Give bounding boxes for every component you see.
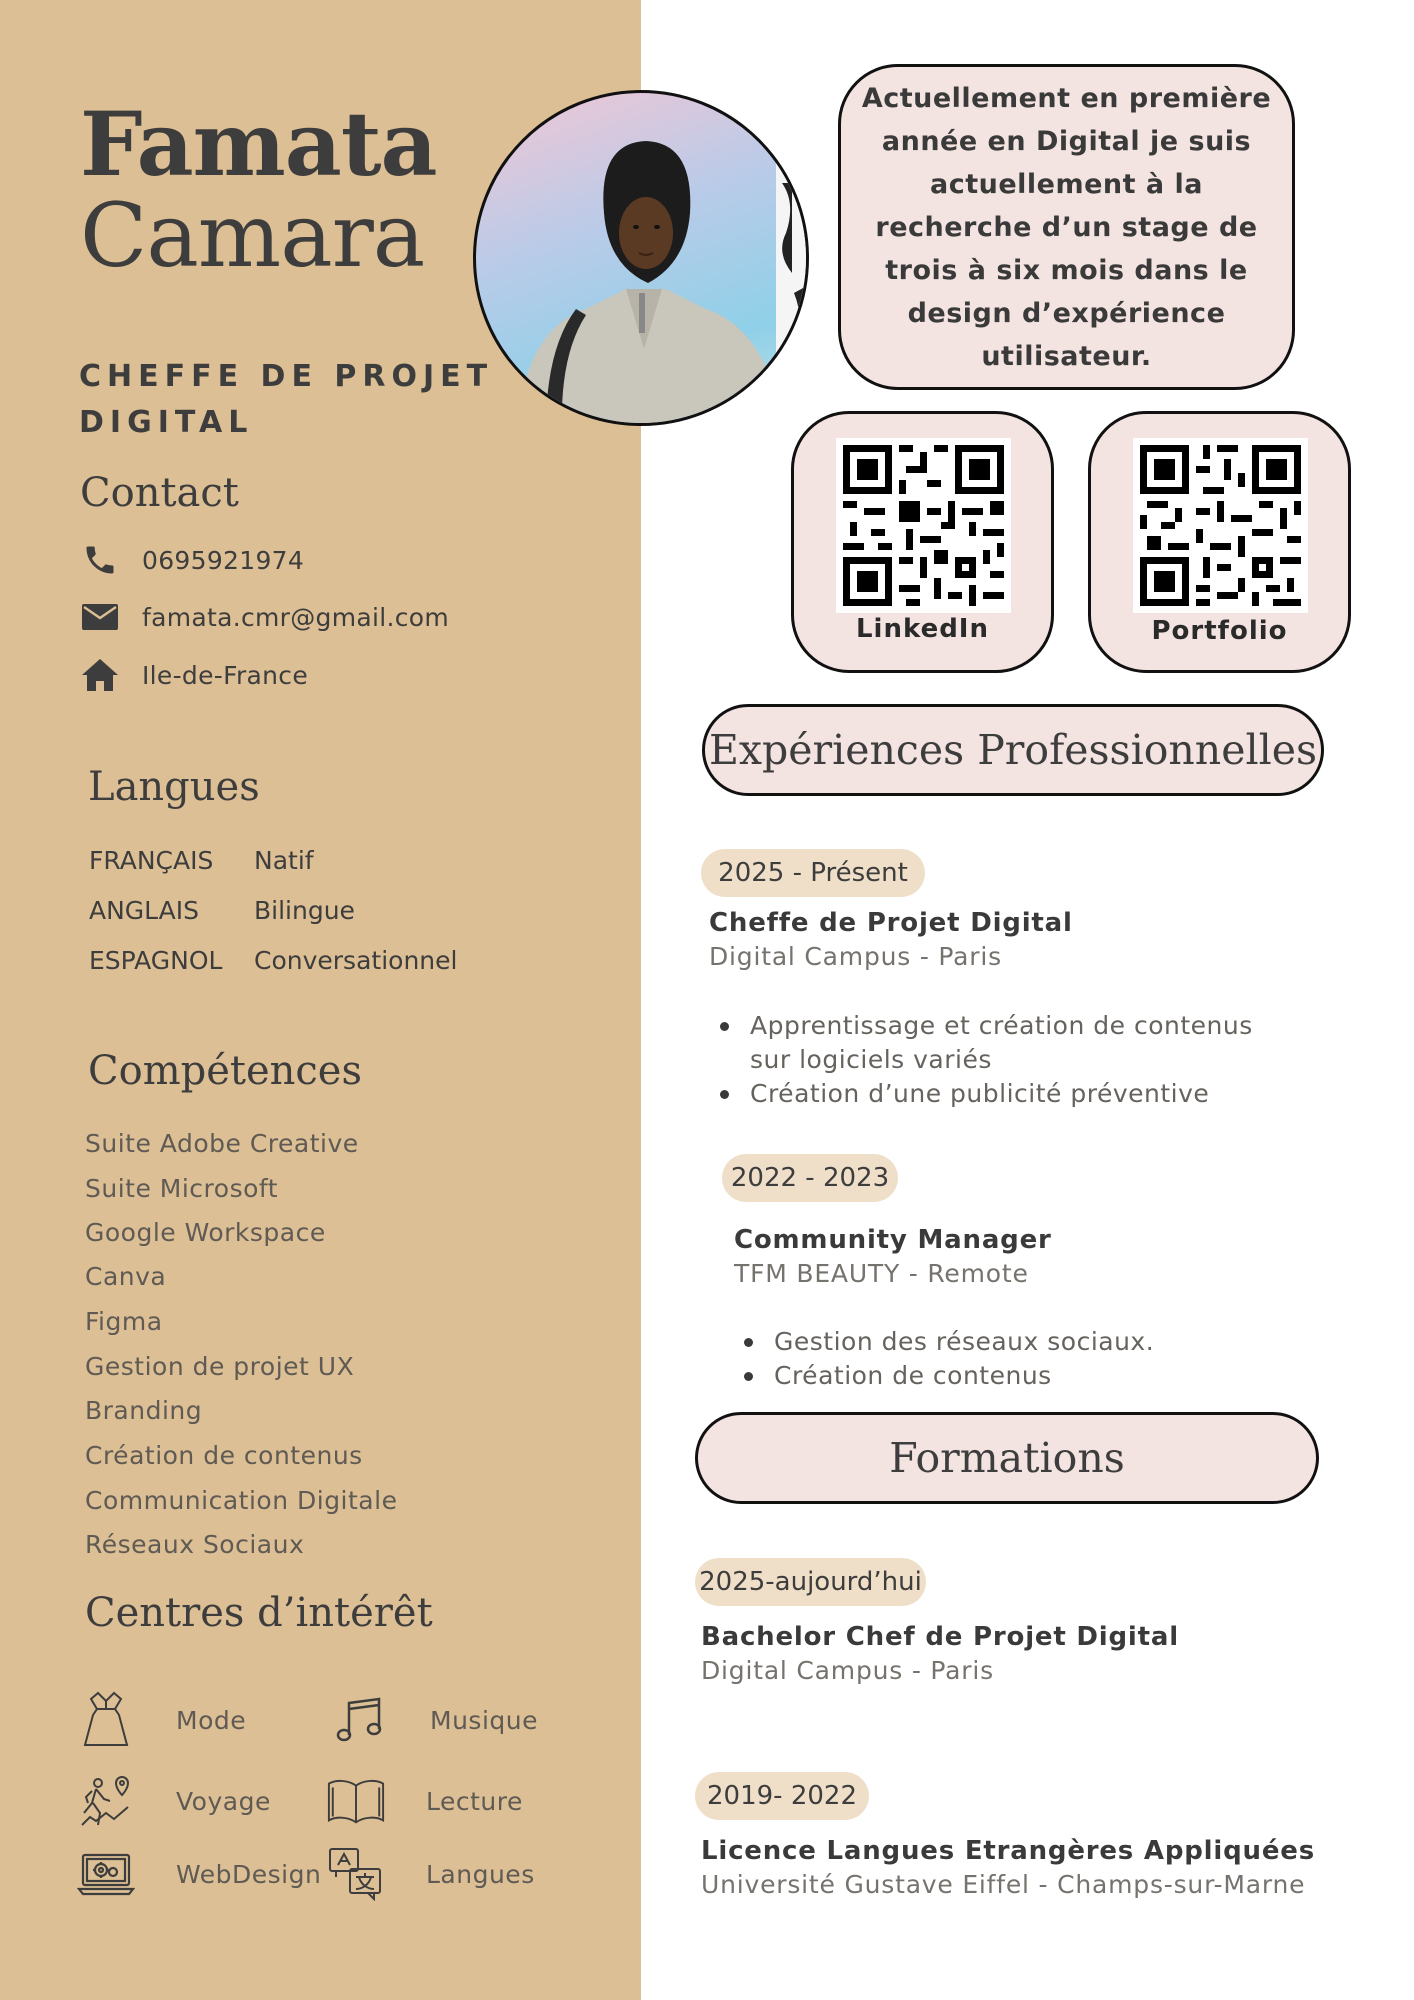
phone-number[interactable]: 0695921974 bbox=[142, 545, 305, 575]
last-name: Camara bbox=[80, 184, 425, 287]
bullet-item: Création d’une publicité préventive bbox=[718, 1077, 1278, 1111]
portfolio-label[interactable]: Portfolio bbox=[1151, 616, 1288, 646]
experience-bullets bbox=[742, 1325, 1302, 1393]
language-row bbox=[89, 846, 314, 875]
language-level: Conversationnel bbox=[254, 946, 458, 975]
education-school: Université Gustave Eiffel - Champs-sur-Marne bbox=[701, 1870, 1306, 1899]
first-name: Famata bbox=[80, 92, 437, 196]
hiker-icon bbox=[76, 1771, 136, 1831]
experience-date: 2022 - 2023 bbox=[722, 1154, 898, 1202]
skill-item: Suite Microsoft bbox=[85, 1174, 279, 1203]
experience-org: TFM BEAUTY - Remote bbox=[734, 1259, 1029, 1288]
profile-photo bbox=[473, 90, 809, 426]
linkedin-qr-code[interactable] bbox=[836, 438, 1011, 613]
interest-label: Mode bbox=[176, 1705, 247, 1735]
language-level: Natif bbox=[254, 846, 314, 875]
linkedin-qr-card[interactable] bbox=[791, 411, 1054, 673]
interest-label: WebDesign bbox=[176, 1859, 322, 1889]
interest-webdesign bbox=[76, 1844, 321, 1904]
interests-heading: Centres d’intérêt bbox=[85, 1590, 433, 1636]
contact-heading: Contact bbox=[80, 470, 239, 516]
translate-icon bbox=[326, 1844, 386, 1904]
laptop-gears-icon bbox=[76, 1844, 136, 1904]
language-name: ANGLAIS bbox=[89, 896, 200, 925]
portrait-illustration bbox=[476, 93, 809, 426]
skill-item: Communication Digitale bbox=[85, 1486, 398, 1515]
interest-label: Lecture bbox=[426, 1786, 523, 1816]
mail-icon bbox=[80, 597, 120, 637]
interest-mode bbox=[76, 1690, 246, 1750]
phone-icon bbox=[80, 540, 120, 580]
location: Ile-de-France bbox=[142, 660, 309, 690]
skill-item: Canva bbox=[85, 1262, 167, 1291]
dress-icon bbox=[76, 1690, 136, 1750]
education-date: 2019- 2022 bbox=[695, 1772, 869, 1820]
interest-label: Voyage bbox=[176, 1786, 271, 1816]
languages-heading: Langues bbox=[88, 764, 260, 810]
skill-item: Branding bbox=[85, 1396, 203, 1425]
skill-item: Création de contenus bbox=[85, 1441, 363, 1470]
experience-role: Cheffe de Projet Digital bbox=[709, 908, 1073, 938]
book-icon bbox=[326, 1771, 386, 1831]
skills-heading: Compétences bbox=[88, 1048, 363, 1094]
bullet-item: Création de contenus bbox=[742, 1359, 1302, 1393]
experience-date: 2025 - Présent bbox=[701, 849, 925, 897]
language-level: Bilingue bbox=[254, 896, 355, 925]
interest-label: Langues bbox=[426, 1859, 535, 1889]
skill-item: Réseaux Sociaux bbox=[85, 1530, 305, 1559]
interest-music bbox=[330, 1690, 538, 1750]
job-title: CHEFFE DE PROJET DIGITAL bbox=[79, 359, 494, 440]
education-degree: Licence Langues Etrangères Appliquées bbox=[701, 1836, 1315, 1866]
experience-heading: Expériences Professionnelles bbox=[702, 704, 1324, 796]
portfolio-qr-card[interactable] bbox=[1088, 411, 1351, 673]
education-school: Digital Campus - Paris bbox=[701, 1656, 994, 1685]
about-box: Actuellement en première année en Digital je suis actuellement à la recherche d’un stage de trois à six mois dans le design d’expérience utilisateur. bbox=[838, 64, 1295, 390]
experience-org: Digital Campus - Paris bbox=[709, 942, 1002, 971]
language-row bbox=[89, 946, 457, 975]
email-address[interactable]: famata.cmr@gmail.com bbox=[142, 602, 450, 632]
skill-item: Gestion de projet UX bbox=[85, 1352, 355, 1381]
interest-label: Musique bbox=[430, 1705, 538, 1735]
interest-travel bbox=[76, 1771, 271, 1831]
language-name: FRANÇAIS bbox=[89, 846, 214, 875]
education-date: 2025-aujourd’hui bbox=[695, 1558, 926, 1606]
contact-phone[interactable] bbox=[80, 540, 304, 580]
skill-item: Suite Adobe Creative bbox=[85, 1129, 359, 1158]
bullet-item: Gestion des réseaux sociaux. bbox=[742, 1325, 1302, 1359]
linkedin-label[interactable]: LinkedIn bbox=[855, 614, 989, 644]
interest-languages bbox=[326, 1844, 535, 1904]
education-heading: Formations bbox=[695, 1412, 1319, 1504]
bullet-item: Apprentissage et création de contenus sur logiciels variés bbox=[718, 1009, 1278, 1077]
contact-email[interactable] bbox=[80, 597, 449, 637]
education-degree: Bachelor Chef de Projet Digital bbox=[701, 1622, 1179, 1652]
contact-location bbox=[80, 655, 308, 695]
skill-item: Google Workspace bbox=[85, 1218, 326, 1247]
interest-reading bbox=[326, 1771, 523, 1831]
home-icon bbox=[80, 655, 120, 695]
language-row bbox=[89, 896, 355, 925]
language-name: ESPAGNOL bbox=[89, 946, 223, 975]
skill-item: Figma bbox=[85, 1307, 163, 1336]
experience-bullets bbox=[718, 1009, 1278, 1111]
music-note-icon bbox=[330, 1690, 390, 1750]
portfolio-qr-code[interactable] bbox=[1133, 438, 1308, 613]
experience-role: Community Manager bbox=[734, 1225, 1052, 1255]
